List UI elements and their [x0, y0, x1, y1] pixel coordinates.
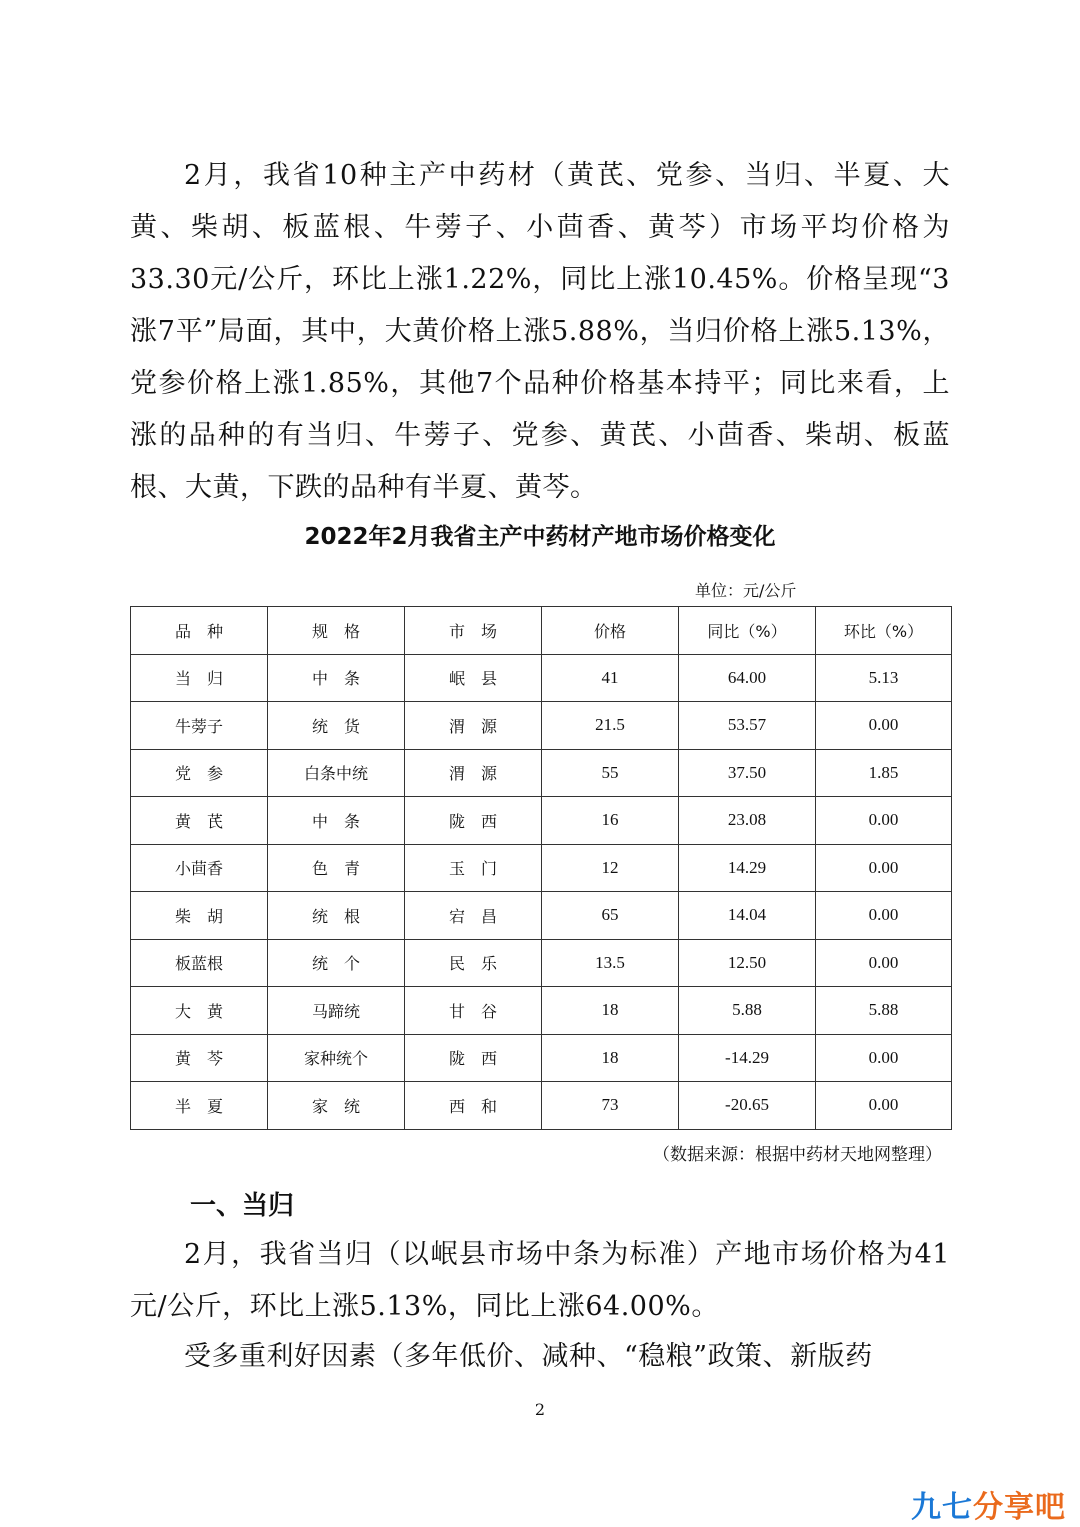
site-watermark [911, 1482, 1066, 1526]
cell-mom: 0.00 [816, 892, 952, 940]
cell-market: 陇 西 [405, 797, 542, 845]
table-row [131, 987, 952, 1035]
danggui-paragraph: 2月，我省当归（以岷县市场中条为标准）产地市场价格为41元/公斤，环比上涨5.13%，同比上涨64.00%。 [130, 1239, 950, 1322]
unit-label: 单位：元/公斤 [695, 581, 797, 600]
cell-spec: 家 统 [268, 1082, 405, 1130]
cell-yoy: 5.88 [679, 987, 816, 1035]
cell-mom: 0.00 [816, 844, 952, 892]
cell-variety: 牛蒡子 [131, 702, 268, 750]
cell-price: 55 [542, 749, 679, 797]
cell-price: 18 [542, 987, 679, 1035]
cell-market: 岷 县 [405, 654, 542, 702]
cell-market: 宕 昌 [405, 892, 542, 940]
cell-mom: 0.00 [816, 1034, 952, 1082]
cell-price: 18 [542, 1034, 679, 1082]
cell-yoy: -20.65 [679, 1082, 816, 1130]
table-row [131, 1034, 952, 1082]
cell-variety: 小茴香 [131, 844, 268, 892]
cell-spec: 色 青 [268, 844, 405, 892]
cell-spec: 中 条 [268, 797, 405, 845]
cell-spec: 家种统个 [268, 1034, 405, 1082]
cell-spec: 统 根 [268, 892, 405, 940]
section-heading: 一、当归 [190, 1191, 295, 1221]
table-row [131, 844, 952, 892]
cell-market: 陇 西 [405, 1034, 542, 1082]
cell-spec: 统 货 [268, 702, 405, 750]
data-source-note: （数据来源：根据中药材天地网整理） [653, 1145, 942, 1165]
cell-mom: 5.13 [816, 654, 952, 702]
cell-variety: 黄 芪 [131, 797, 268, 845]
cell-variety: 党 参 [131, 749, 268, 797]
cell-price: 73 [542, 1082, 679, 1130]
header-yoy: 同比（%） [679, 607, 816, 655]
cell-market: 渭 源 [405, 702, 542, 750]
cell-variety: 当 归 [131, 654, 268, 702]
cell-yoy: 14.29 [679, 844, 816, 892]
table-row [131, 749, 952, 797]
cell-market: 甘 谷 [405, 987, 542, 1035]
cell-mom: 0.00 [816, 797, 952, 845]
cell-spec: 中 条 [268, 654, 405, 702]
cell-variety: 半 夏 [131, 1082, 268, 1130]
cell-price: 13.5 [542, 939, 679, 987]
cell-spec: 白条中统 [268, 749, 405, 797]
table-row [131, 939, 952, 987]
cell-spec: 统 个 [268, 939, 405, 987]
cell-market: 民 乐 [405, 939, 542, 987]
header-mom: 环比（%） [816, 607, 952, 655]
header-spec: 规 格 [268, 607, 405, 655]
table-row [131, 654, 952, 702]
table-row [131, 1082, 952, 1130]
cell-price: 12 [542, 844, 679, 892]
cell-variety: 板蓝根 [131, 939, 268, 987]
cell-variety: 柴 胡 [131, 892, 268, 940]
watermark-part2: 分享吧 [973, 1490, 1066, 1525]
cell-mom: 1.85 [816, 749, 952, 797]
cell-yoy: 53.57 [679, 702, 816, 750]
cell-variety: 大 黄 [131, 987, 268, 1035]
factors-paragraph: 受多重利好因素（多年低价、减种、“稳粮”政策、新版药 [184, 1341, 873, 1372]
cell-mom: 0.00 [816, 939, 952, 987]
cell-spec: 马蹄统 [268, 987, 405, 1035]
cell-market: 渭 源 [405, 749, 542, 797]
cell-yoy: 37.50 [679, 749, 816, 797]
intro-paragraph: 2月，我省10种主产中药材（黄芪、党参、当归、半夏、大黄、柴胡、板蓝根、牛蒡子、小茴香、黄芩）市场平均价格为33.30元/公斤，环比上涨1.22%，同比上涨10.45%。价格呈现“3涨7平”局面，其中，大黄价格上涨5.88%，当归价格上涨5.13%，党参价格上涨1.85%，其他7个品种价格基本持平；同比来看，上涨的品种的有当归、牛蒡子、党参、黄芪、小茴香、柴胡、板蓝根、大黄，下跌的品种有半夏、黄芩。 [130, 160, 950, 503]
cell-market: 西 和 [405, 1082, 542, 1130]
cell-variety: 黄 芩 [131, 1034, 268, 1082]
header-market: 市 场 [405, 607, 542, 655]
cell-price: 41 [542, 654, 679, 702]
table-row [131, 892, 952, 940]
table-header-row [131, 607, 952, 655]
header-variety: 品 种 [131, 607, 268, 655]
cell-mom: 0.00 [816, 1082, 952, 1130]
cell-market: 玉 门 [405, 844, 542, 892]
cell-mom: 0.00 [816, 702, 952, 750]
table-row [131, 702, 952, 750]
table-row [131, 797, 952, 845]
cell-price: 16 [542, 797, 679, 845]
cell-yoy: 14.04 [679, 892, 816, 940]
cell-price: 65 [542, 892, 679, 940]
cell-price: 21.5 [542, 702, 679, 750]
cell-yoy: 64.00 [679, 654, 816, 702]
watermark-part1: 九七 [911, 1490, 973, 1525]
table-title: 2022年2月我省主产中药材产地市场价格变化 [304, 524, 776, 550]
page-number: 2 [534, 1400, 546, 1419]
header-price: 价格 [542, 607, 679, 655]
cell-mom: 5.88 [816, 987, 952, 1035]
cell-yoy: 12.50 [679, 939, 816, 987]
price-table [130, 606, 952, 1130]
cell-yoy: -14.29 [679, 1034, 816, 1082]
cell-yoy: 23.08 [679, 797, 816, 845]
